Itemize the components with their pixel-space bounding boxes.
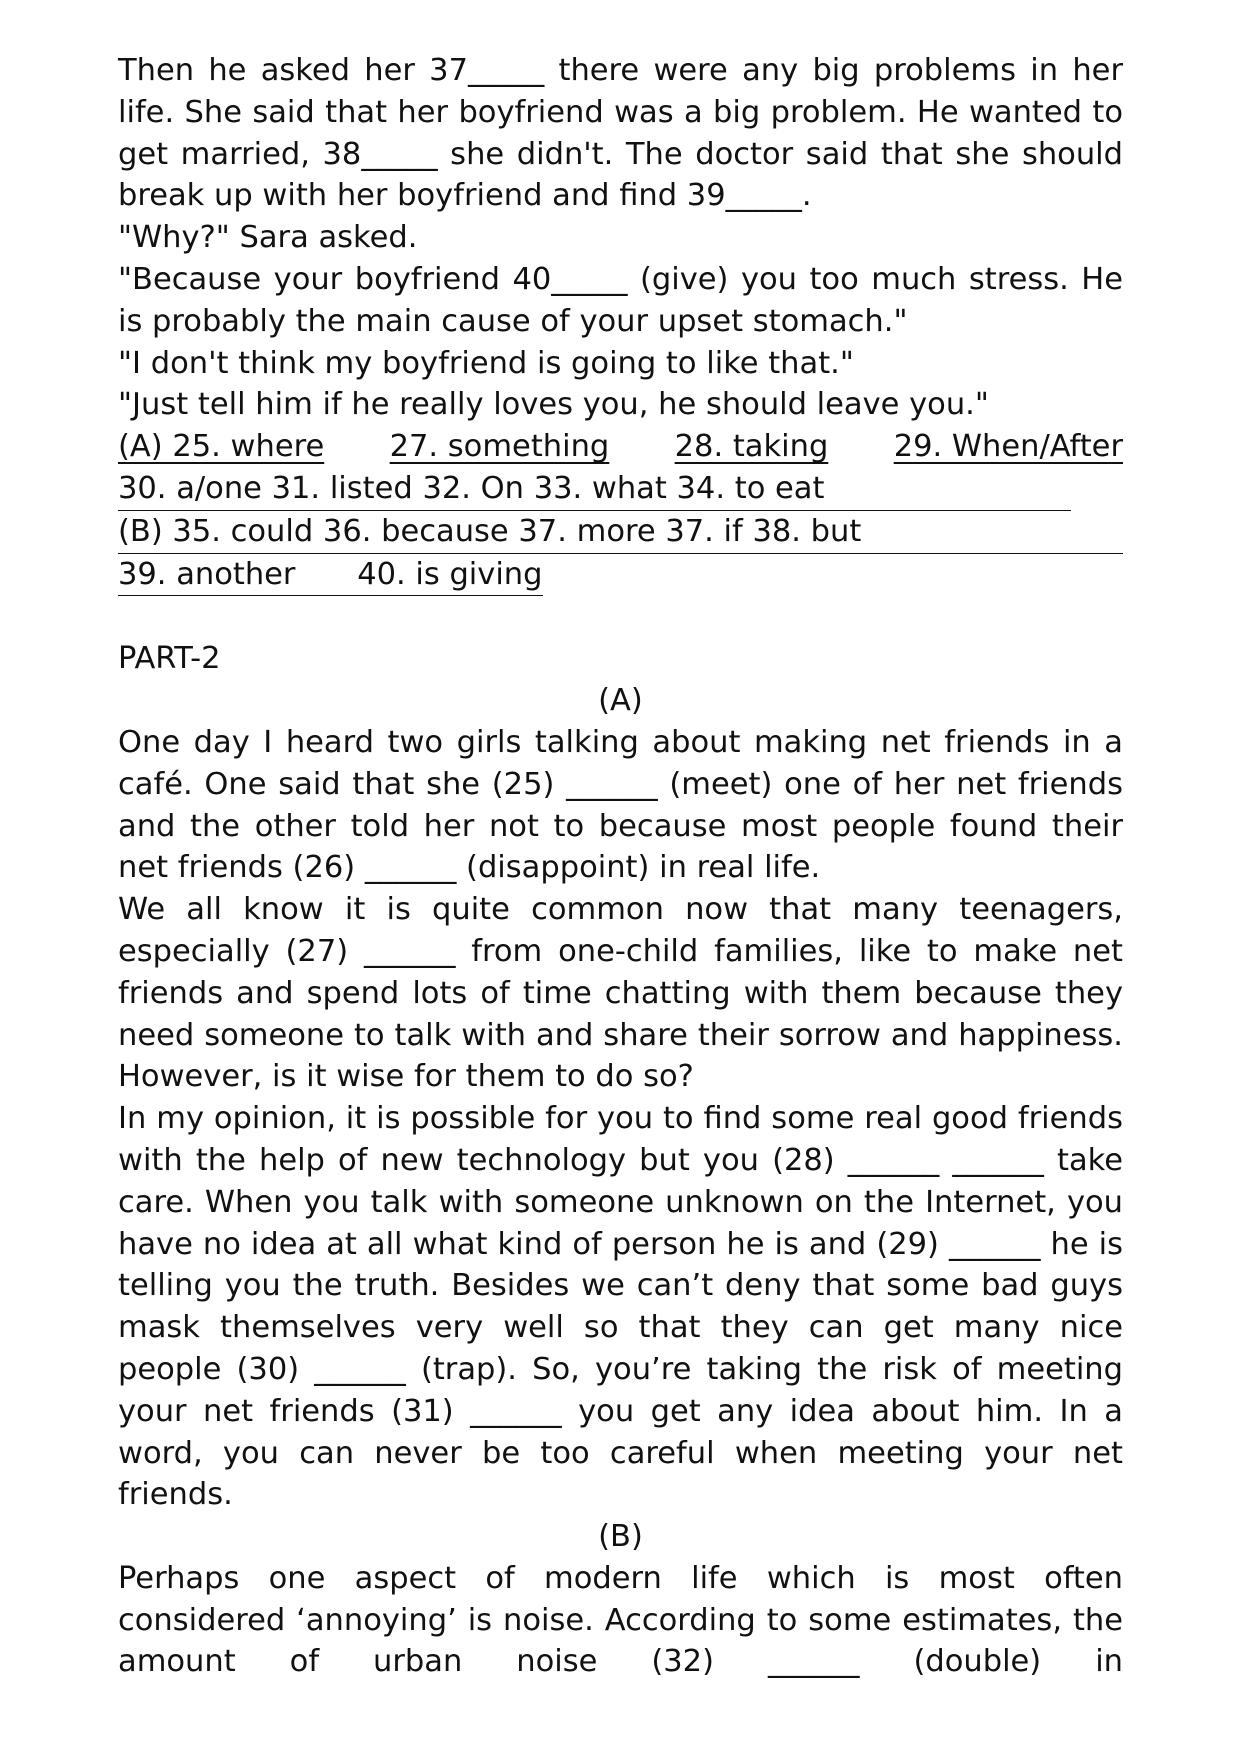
section-a-paragraph-3: In my opinion, it is possible for you to find some real good friends with the help of new technology but you (28) ______ ______ take care. When you talk with someone unknown on the Internet, you have no idea at all what kind of person he is and (29) ______ he is telling you the truth. Besides we can’t deny that some bad guys mask themselves very well so that they can get many nice people (30) ______ (trap). So, you’re taking the risk of meeting your net friends (31) ______ you get any idea about him. In a word, you can never be too careful when meeting your net friends. — [118, 1101, 1123, 1513]
answer-item: 29. When/After — [893, 429, 1123, 465]
answer-row-2-wrap — [118, 468, 1123, 511]
answer-item: 40. is giving — [357, 556, 543, 592]
section-b-paragraph-1: Perhaps one aspect of modern life which is most often considered ‘annoying’ is noise. According to some estimates, the amount of urban noise (32) ______ (double) in — [118, 1560, 1123, 1680]
answer-row-4 — [118, 554, 543, 597]
answer-row-2 — [118, 468, 1071, 511]
section-label-b: (B) — [598, 1519, 643, 1555]
section-label-a: (A) — [598, 683, 643, 719]
answer-item: (A) 25. where — [118, 429, 325, 465]
passage-paragraph-stress: "Because your boyfriend 40_____ (give) you too much stress. He is probably the main cause of your upset stomach." — [118, 261, 1123, 339]
part-heading: PART-2 — [118, 641, 221, 677]
section-a-paragraph-2: We all know it is quite common now that many teenagers, especially (27) ______ from one-child families, like to make net friends and spend lots of time chatting with them because they need someone to talk with and share their sorrow and happiness. However, is it wise for them to do so? — [118, 892, 1123, 1095]
answer-row-3 — [118, 511, 1123, 554]
answer-item: 36. because — [322, 513, 509, 549]
answer-item: 33. what — [533, 470, 667, 506]
answer-row-4-wrap — [118, 554, 1123, 597]
answer-row-1 — [118, 426, 1123, 468]
passage-line-leave: "Just tell him if he really loves you, he should leave you." — [118, 387, 989, 423]
passage-line-why: "Why?" Sara asked. — [118, 220, 418, 256]
answer-item: 37. if — [665, 513, 743, 549]
answer-item: 27. something — [389, 429, 610, 465]
document-page — [118, 50, 1123, 1683]
passage-paragraph-top: Then he asked her 37_____ there were any big problems in her life. She said that her boyfriend was a big problem. He wanted to get married, 38_____ she didn't. The doctor said that she should break up with her boyfriend and find 39_____. — [118, 53, 1123, 214]
answer-item: 37. more — [518, 513, 656, 549]
answer-item: 32. On — [422, 470, 524, 506]
answer-item: 30. a/one — [118, 470, 262, 506]
answer-item: 38. but — [752, 513, 862, 549]
spacer — [118, 596, 1123, 638]
answer-item: 39. another — [118, 556, 296, 592]
answer-key — [118, 426, 1123, 596]
answer-item: 31. listed — [271, 470, 413, 506]
answer-item: 34. to eat — [676, 470, 825, 506]
answer-item: (B) 35. could — [118, 513, 314, 549]
passage-line-boyfriend: "I don't think my boyfriend is going to like that." — [118, 345, 854, 381]
answer-item: 28. taking — [674, 429, 829, 465]
section-a-paragraph-1: One day I heard two girls talking about making net friends in a café. One said that she (25) ______ (meet) one of her net friends and the other told her not to because most people found their net friends (26) ______ (disappoint) in real life. — [118, 724, 1123, 886]
